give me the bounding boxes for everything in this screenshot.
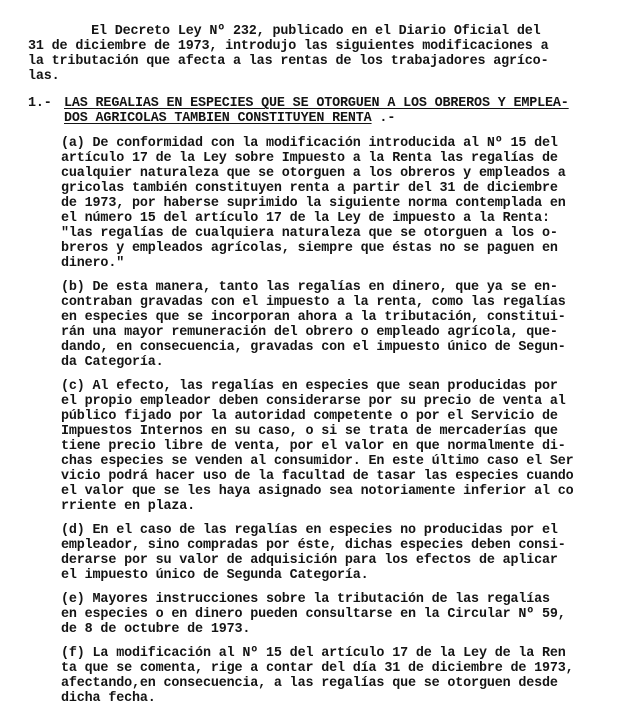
- text-line: "las regalías de cualquiera naturaleza que se otorguen a los o-: [61, 226, 558, 241]
- text-line: derarse por su valor de adquisición para los efectos de aplicar: [61, 553, 558, 568]
- section-title-line-2: [64, 111, 395, 126]
- section-title-line: LAS REGALIAS EN ESPECIES QUE SE OTORGUEN A LOS OBREROS Y EMPLEA-: [64, 96, 569, 111]
- text-line: chas especies se venden al consumidor. En este último caso el Ser: [61, 454, 574, 469]
- text-line: rán una mayor remuneración del obrero o empleado agrícola, que-: [61, 325, 558, 340]
- text-line: ta que se comenta, rige a contar del día 31 de diciembre de 1973,: [61, 661, 574, 676]
- text-line: (f) La modificación al Nº 15 del artículo 17 de la Ley de la Ren: [61, 646, 566, 661]
- text-line: breros y empleados agrícolas, siempre que éstas no se paguen en: [61, 241, 558, 256]
- text-line: contraban gravadas con el impuesto a la renta, como las regalías: [61, 295, 566, 310]
- text-line: (c) Al efecto, las regalías en especies que sean producidas por: [61, 379, 558, 394]
- text-line: da Categoría.: [61, 355, 164, 370]
- text-line: tiene precio libre de venta, por el valor en que normalmente di-: [61, 439, 566, 454]
- text-line: el valor que se les haya asignado sea notoriamente inferior al co: [61, 484, 574, 499]
- text-line: rriente en plaza.: [61, 499, 196, 514]
- section-title-text: DOS AGRICOLAS TAMBIEN CONSTITUYEN RENTA: [64, 111, 372, 126]
- text-line: empleador, sino compradas por éste, dichas especies deben consi-: [61, 538, 566, 553]
- text-line: afectando,en consecuencia, a las regalías que se otorguen desde: [61, 676, 558, 691]
- text-line: 31 de diciembre de 1973, introdujo las siguientes modificaciones a: [28, 39, 549, 54]
- text-line: cualquier naturaleza que se otorguen a los obreros y empleados a: [61, 166, 566, 181]
- text-line: de 8 de octubre de 1973.: [61, 622, 251, 637]
- text-line: en especies o en dinero pueden consultarse en la Circular Nº 59,: [61, 607, 566, 622]
- text-line: El Decreto Ley Nº 232, publicado en el Diario Oficial del: [28, 24, 541, 39]
- text-line: el propio empleador deben considerarse por su precio de venta al: [61, 394, 566, 409]
- text-line: gricolas también constituyen renta a partir del 31 de diciembre: [61, 181, 558, 196]
- text-line: vicio podrá hacer uso de la facultad de tasar las especies cuando: [61, 469, 574, 484]
- text-line: dicha fecha.: [61, 691, 156, 706]
- text-line: de 1973, por haberse suprimido la siguiente norma contemplada en: [61, 196, 566, 211]
- section-number: 1.-: [28, 96, 52, 111]
- text-line: el número 15 del artículo 17 de la Ley de impuesto a la Renta:: [61, 211, 550, 226]
- text-line: la tributación que afecta a las rentas de los trabajadores agríco-: [28, 54, 549, 69]
- text-line: público fijado por la autoridad competente o por el Servicio de: [61, 409, 558, 424]
- text-line: dinero.": [61, 256, 125, 271]
- text-line: dando, en consecuencia, gravadas con el impuesto único de Segun-: [61, 340, 566, 355]
- text-line: el impuesto único de Segunda Categoría.: [61, 568, 369, 583]
- text-line: (a) De conformidad con la modificación introducida al Nº 15 del: [61, 136, 558, 151]
- text-line: (b) De esta manera, tanto las regalías en dinero, que ya se en-: [61, 280, 558, 295]
- text-line: (d) En el caso de las regalías en especies no producidas por el: [61, 523, 558, 538]
- section-title-suffix: .-: [371, 111, 396, 126]
- text-line: artículo 17 de la Ley sobre Impuesto a la Renta las regalías de: [61, 151, 558, 166]
- text-line: (e) Mayores instrucciones sobre la tributación de las regalías: [61, 592, 550, 607]
- text-line: las.: [28, 69, 60, 84]
- text-line: en especies que se incorporan ahora a la tributación, constitui-: [61, 310, 566, 325]
- text-line: Impuestos Internos en su caso, o si se trata de mercaderías que: [61, 424, 558, 439]
